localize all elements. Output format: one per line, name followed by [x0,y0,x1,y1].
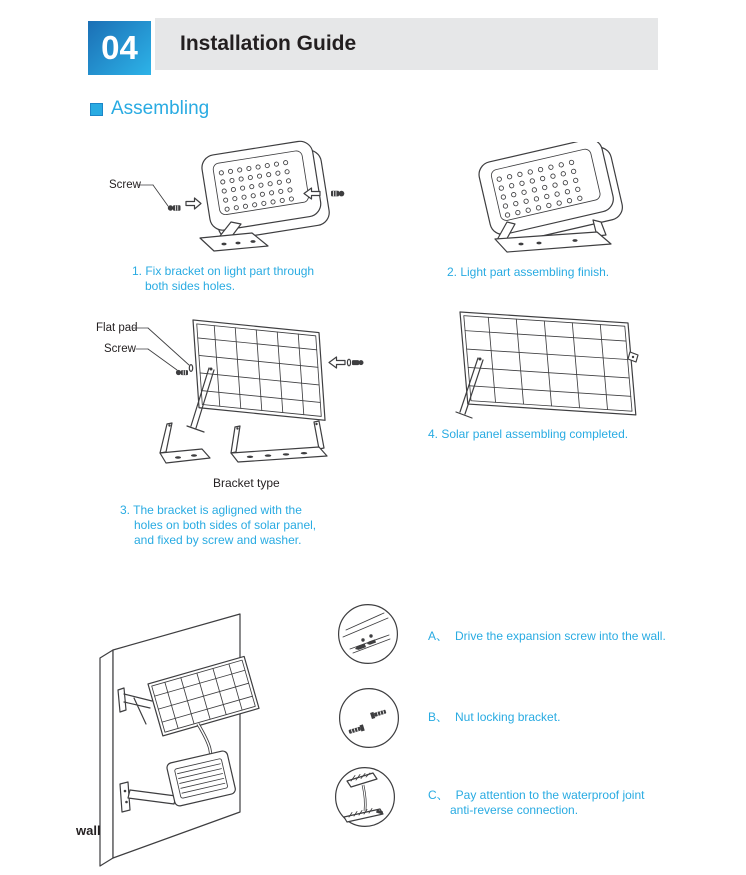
wall-label: wall [76,823,101,838]
page-title: Installation Guide [180,32,357,55]
mounting-step-c-text-line-1: Pay attention to the waterproof joint [455,788,645,802]
light-assembled-illustration [455,142,645,260]
detail-circle-c-waterproof-joint [334,766,396,828]
step-1-line-2: both sides holes. [145,279,236,293]
bracket-type-label: Bracket type [213,476,280,490]
step-3-line-1: 3. The bracket is agligned with the [120,503,302,517]
mounting-step-c [428,788,644,818]
step-2-caption: 2. Light part assembling finish. [447,265,610,279]
mounting-step-b [428,710,560,725]
screw-label-light: Screw [109,179,141,191]
square-bullet-icon [90,103,103,116]
step-3-line-3: and fixed by screw and washer. [134,533,302,547]
screw-label-panel: Screw [104,343,136,355]
mounting-step-b-label: B、 [428,710,449,724]
mounting-step-c-text-line-2: anti-reverse connection. [450,803,579,817]
detail-circle-a-expansion-screw [337,603,399,665]
header-bar [155,18,658,70]
light-exploded-illustration [100,140,370,252]
mounting-step-c-label: C、 [428,788,449,802]
bracket-type-illustration [138,418,338,476]
step-3-line-2: holes on both sides of solar panel, [134,518,317,532]
mounting-step-a-text: Drive the expansion screw into the wall. [455,629,666,643]
section-number-badge [88,21,151,75]
mounting-step-a-label: A、 [428,629,449,643]
assembling-heading-label: Assembling [111,98,210,119]
step-1-line-1: 1. Fix bracket on light part through [132,264,315,278]
step-3-caption [120,503,316,548]
assembling-heading [90,98,209,120]
detail-circle-b-nut-locking [338,687,400,749]
flat-pad-label: Flat pad [96,322,138,334]
step-4-caption: 4. Solar panel assembling completed. [428,427,629,441]
step-1-caption [132,264,314,294]
section-number: 04 [101,29,138,66]
solar-panel-assembled-illustration [450,300,650,420]
mounting-step-b-text: Nut locking bracket. [455,710,561,724]
mounting-step-a [428,629,666,644]
